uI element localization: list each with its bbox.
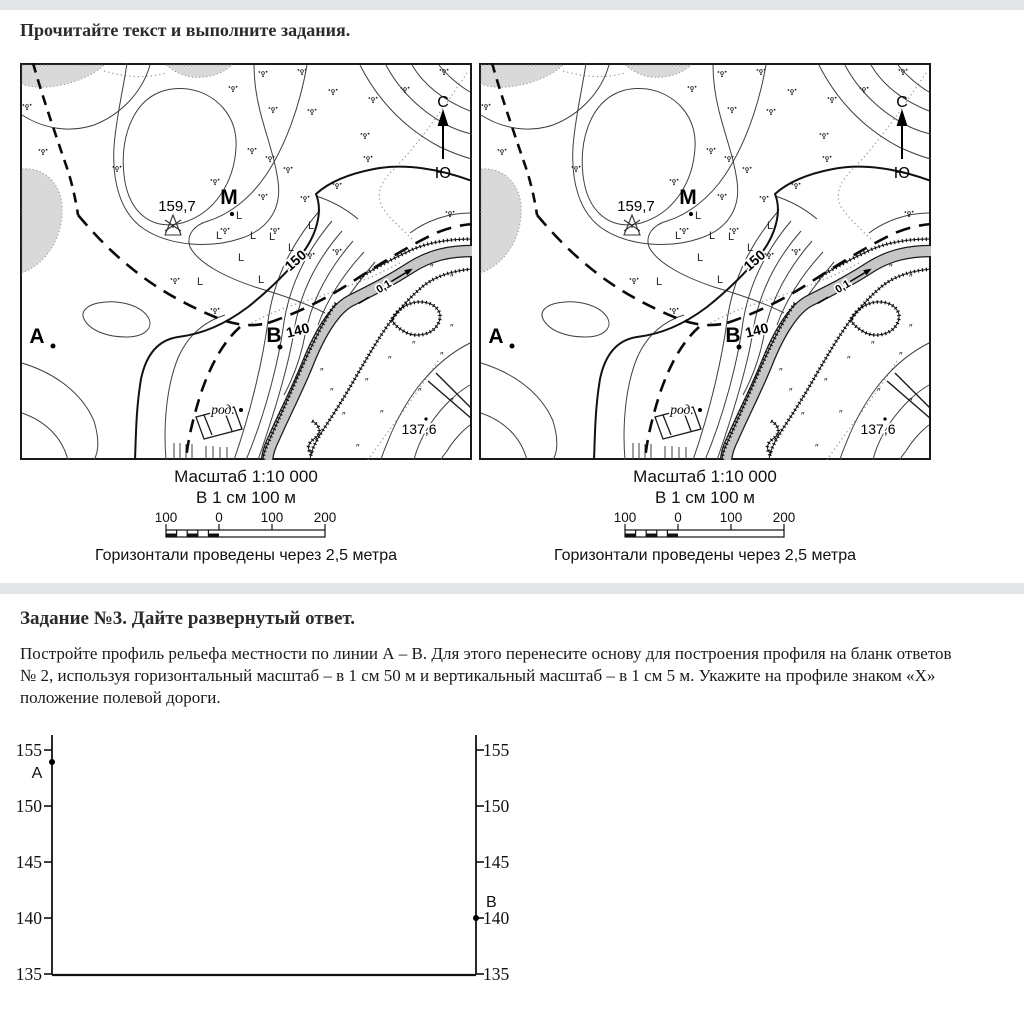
point-b-dot	[473, 915, 479, 921]
tick-145: 145	[15, 852, 42, 872]
tick-150: 150	[483, 796, 510, 816]
scale-title: Масштаб 1:10 000	[174, 467, 318, 486]
scale-label-0: 0	[215, 510, 223, 525]
tick-135: 135	[483, 964, 510, 984]
scale-block-right	[479, 466, 931, 565]
profile-axes	[52, 735, 476, 975]
top-gray-bar	[0, 0, 1024, 10]
task-line: № 2, используя горизонтальный масштаб – в 1 см 50 м и вертикальный масштаб – в 1 см 5 м. Укажите на профиле знаком «Х»	[20, 666, 936, 685]
scale-label-200: 200	[772, 510, 796, 525]
scale-label-200: 200	[313, 510, 337, 525]
section-divider	[0, 583, 1024, 594]
topographic-map-right	[479, 63, 931, 460]
tick-145: 145	[483, 852, 510, 872]
axis-ticks	[44, 750, 484, 974]
tick-155: 155	[483, 740, 510, 760]
task-line: Постройте профиль рельефа местности по линии А – В. Для этого перенесите основу для построения профиля на бланк ответов	[20, 644, 952, 663]
contour-interval-note: Горизонтали проведены через 2,5 метра	[95, 547, 397, 564]
task-text	[20, 643, 1010, 709]
tick-150: 150	[15, 796, 42, 816]
tick-140: 140	[15, 908, 42, 928]
scale-bar	[121, 509, 371, 545]
topographic-map-left	[20, 63, 472, 460]
right-axis-labels	[483, 740, 510, 984]
point-a-dot	[49, 759, 55, 765]
scale-subtitle: В 1 см 100 м	[196, 488, 296, 507]
page-header: Прочитайте текст и выполните задания.	[20, 20, 351, 40]
scale-bar	[580, 509, 830, 545]
scale-block-left	[20, 466, 472, 565]
scale-label-100l: 100	[613, 510, 637, 525]
tick-135: 135	[15, 964, 42, 984]
task-line: положение полевой дороги.	[20, 688, 221, 707]
point-b-label: В	[486, 894, 497, 911]
tick-155: 155	[15, 740, 42, 760]
task-heading: Задание №3. Дайте развернутый ответ.	[20, 608, 356, 629]
scale-label-100r: 100	[260, 510, 284, 525]
scale-title: Масштаб 1:10 000	[633, 467, 777, 486]
scale-label-100r: 100	[719, 510, 743, 525]
tick-140: 140	[483, 908, 510, 928]
contour-interval-note: Горизонтали проведены через 2,5 метра	[554, 547, 856, 564]
scale-label-100l: 100	[154, 510, 178, 525]
scale-subtitle: В 1 см 100 м	[655, 488, 755, 507]
point-a-label: А	[31, 765, 43, 782]
profile-chart	[0, 715, 560, 1015]
scale-label-0: 0	[674, 510, 682, 525]
